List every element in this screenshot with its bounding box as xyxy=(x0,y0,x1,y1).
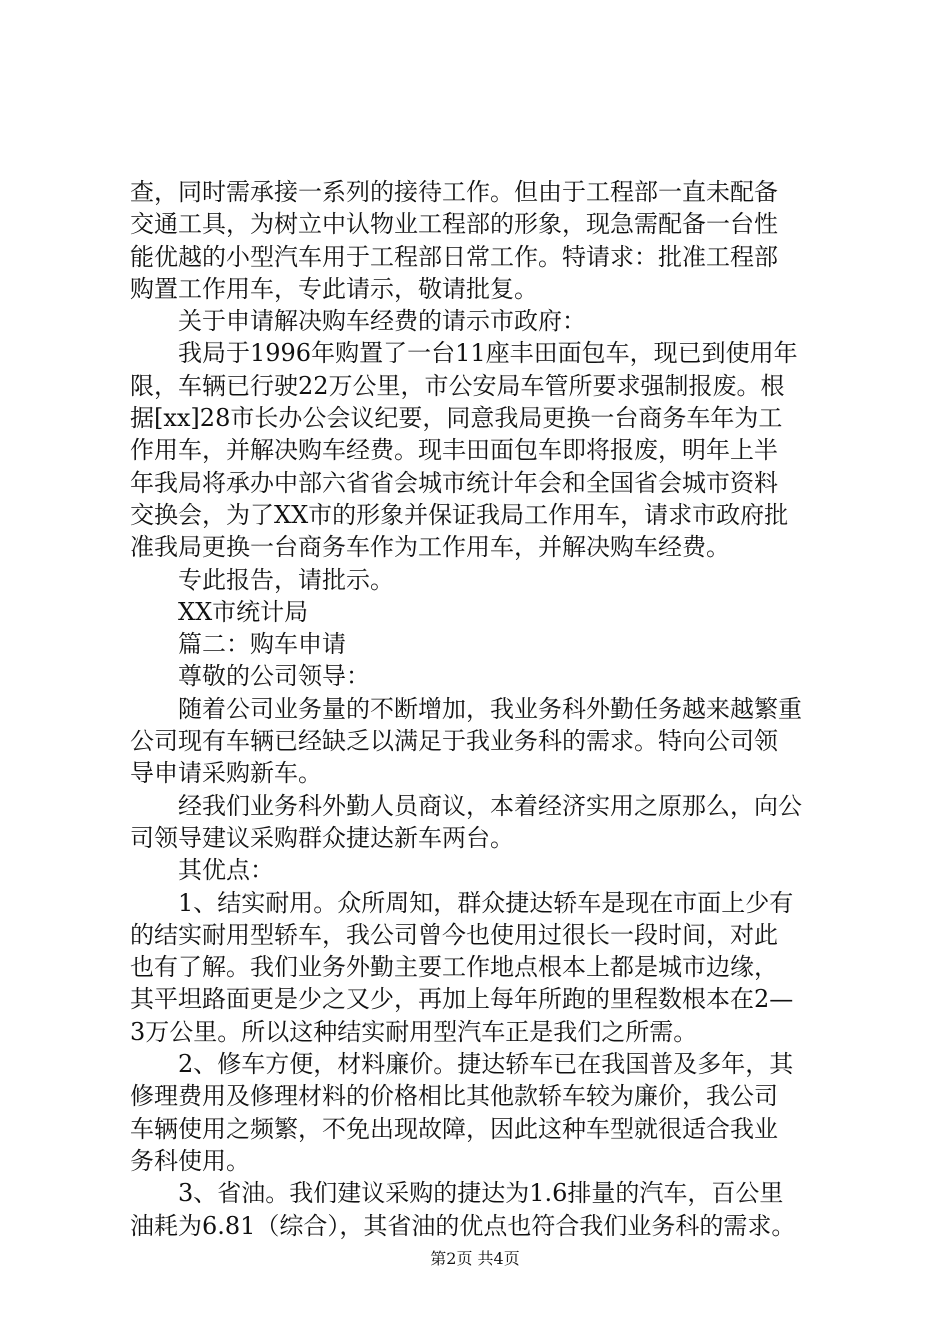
document-body xyxy=(130,176,830,1242)
text-line: 1、结实耐用。众所周知，群众捷达轿车是现在市面上少有 xyxy=(178,888,794,917)
text-line: 司领导建议采购群众捷达新车两台。 xyxy=(130,823,514,852)
text-line: 导申请采购新车。 xyxy=(130,759,322,788)
text-line: 随着公司业务量的不断增加，我业务科外勤任务越来越繁重 xyxy=(178,694,802,723)
text-line: 作用车，并解决购车经费。现丰田面包车即将报废，明年上半 xyxy=(130,436,778,465)
text-line: 经我们业务科外勤人员商议，本着经济实用之原那么，向公 xyxy=(178,791,802,820)
text-line: 公司现有车辆已经缺乏以满足于我业务科的需求。特向公司领 xyxy=(130,727,778,756)
text-line: 限，车辆已行驶22万公里，市公安局车管所要求强制报废。根 xyxy=(130,371,785,400)
text-line: 2、修车方便，材料廉价。捷达轿车已在我国普及多年，其 xyxy=(178,1050,794,1079)
text-line: 车辆使用之频繁，不免出现故障，因此这种车型就很适合我业 xyxy=(130,1114,778,1143)
text-line: 交通工具，为树立中认物业工程部的形象，现急需配备一台性 xyxy=(130,210,778,239)
text-line: 尊敬的公司领导： xyxy=(178,662,370,691)
text-line: 交换会，为了XX市的形象并保证我局工作用车，请求市政府批 xyxy=(130,500,789,529)
text-line: 查，同时需承接一系列的接待工作。但由于工程部一直未配备 xyxy=(130,178,778,206)
text-line: 年我局将承办中部六省省会城市统计年会和全国省会城市资料 xyxy=(130,468,778,497)
text-line: 务科使用。 xyxy=(130,1146,250,1175)
text-line: 能优越的小型汽车用于工程部日常工作。特请求：批准工程部 xyxy=(130,242,778,271)
text-line: 购置工作用车，专此请示，敬请批复。 xyxy=(130,274,538,303)
text-line: 3、省油。我们建议采购的捷达为1.6排量的汽车，百公里 xyxy=(178,1179,784,1208)
text-line: 我局于1996年购置了一台11座丰田面包车，现已到使用年 xyxy=(178,339,798,368)
text-line: 其优点： xyxy=(178,856,274,885)
text-line: 准我局更换一台商务车作为工作用车，并解决购车经费。 xyxy=(130,533,730,562)
text-line: 也有了解。我们业务外勤主要工作地点根本上都是城市边缘， xyxy=(130,953,778,982)
text-line: 的结实耐用型轿车，我公司曾今也使用过很长一段时间，对此 xyxy=(130,920,778,949)
text-line: 油耗为6.81（综合），其省油的优点也符合我们业务科的需求。 xyxy=(130,1211,796,1240)
text-line: XX市统计局 xyxy=(178,597,309,626)
text-line: 其平坦路面更是少之又少，再加上每年所跑的里程数根本在2— xyxy=(130,985,794,1014)
text-line: 专此报告，请批示。 xyxy=(178,565,394,594)
text-line: 3万公里。所以这种结实耐用型汽车正是我们之所需。 xyxy=(130,1017,698,1046)
text-line: 关于申请解决购车经费的请示市政府： xyxy=(178,307,586,336)
text-line: 篇二：购车申请 xyxy=(178,630,346,659)
text-line: 修理费用及修理材料的价格相比其他款轿车较为廉价，我公司 xyxy=(130,1082,778,1111)
page-footer: 第2页 共4页 xyxy=(430,1249,520,1268)
text-line: 据[xx]28市长办公会议纪要，同意我局更换一台商务车年为工 xyxy=(130,404,783,433)
